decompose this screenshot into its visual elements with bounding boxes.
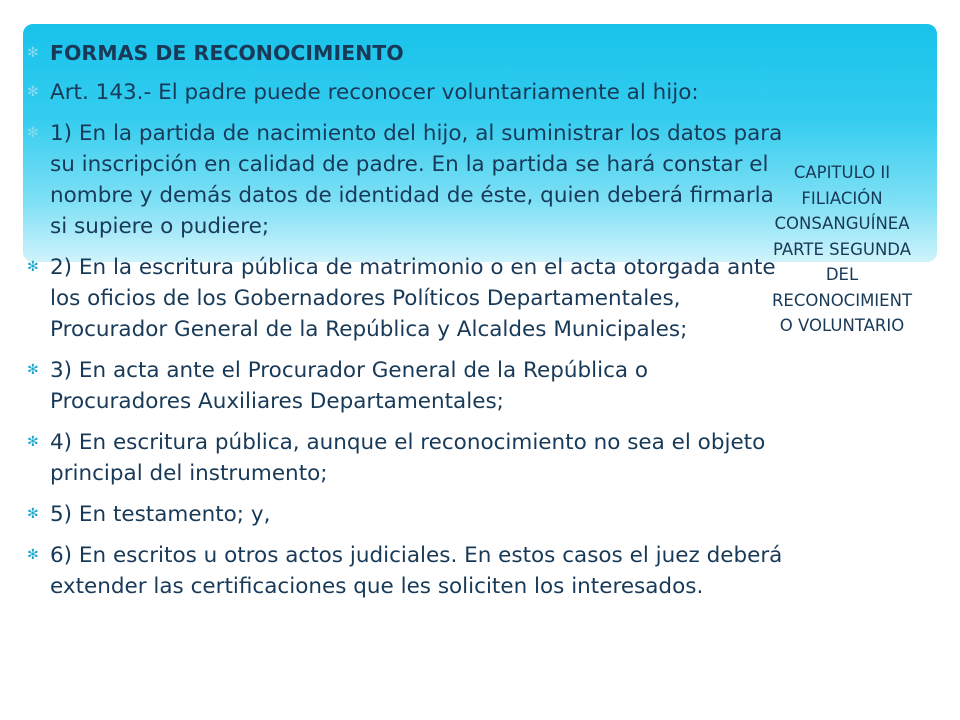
chapter-note-line: RECONOCIMIENT xyxy=(771,290,913,310)
asterisk-bullet-icon: ✻ xyxy=(27,45,39,61)
bullet-item-article xyxy=(27,77,787,108)
bullet-text: 6) En escritos u otros actos judiciales. En estos casos el juez deberá extender las certificaciones que les soliciten los interesados. xyxy=(50,543,783,599)
chapter-note-line: CAPITULO II xyxy=(793,163,891,182)
bullet-item-5 xyxy=(27,499,787,530)
asterisk-bullet-icon: ✻ xyxy=(27,259,39,275)
bullet-item-2 xyxy=(27,252,787,345)
bullet-text: 5) En testamento; y, xyxy=(50,502,271,527)
asterisk-bullet-icon: ✻ xyxy=(27,434,39,450)
bullet-item-1 xyxy=(27,118,787,242)
chapter-note-line: DEL xyxy=(825,265,859,284)
bullet-item-heading xyxy=(27,38,787,69)
bullet-list xyxy=(27,38,787,612)
bullet-text: 4) En escritura pública, aunque el reconocimiento no sea el objeto principal del instrumento; xyxy=(50,430,766,486)
asterisk-bullet-icon: ✻ xyxy=(27,84,39,100)
bullet-text: 3) En acta ante el Procurador General de la República o Procuradores Auxiliares Departamentales; xyxy=(50,358,649,414)
bullet-item-4 xyxy=(27,427,787,489)
bullet-item-3 xyxy=(27,355,787,417)
chapter-note-line: CONSANGUÍNEA xyxy=(774,214,910,233)
bullet-item-6 xyxy=(27,540,787,602)
bullet-text: FORMAS DE RECONOCIMIENTO xyxy=(50,41,404,65)
chapter-note-line: FILIACIÓN xyxy=(801,188,883,208)
asterisk-bullet-icon: ✻ xyxy=(27,547,39,563)
bullet-text: 2) En la escritura pública de matrimonio o en el acta otorgada ante los oficios de los Gobernadores Políticos Departamentales, Procurador General de la República y Alcaldes Municipales; xyxy=(50,255,776,342)
bullet-text: Art. 143.- El padre puede reconocer voluntariamente al hijo: xyxy=(50,80,699,105)
asterisk-bullet-icon: ✻ xyxy=(27,362,39,378)
bullet-text: 1) En la partida de nacimiento del hijo, al suministrar los datos para su inscripción en calidad de padre. En la partida se hará constar el nombre y demás datos de identidad de éste, quien deberá firmarla si supiere o pudiere; xyxy=(50,121,783,239)
chapter-note-line: O VOLUNTARIO xyxy=(779,316,905,335)
chapter-note-line: PARTE SEGUNDA xyxy=(772,239,911,259)
asterisk-bullet-icon: ✻ xyxy=(27,506,39,522)
chapter-note xyxy=(742,160,942,339)
asterisk-bullet-icon: ✻ xyxy=(27,125,39,141)
